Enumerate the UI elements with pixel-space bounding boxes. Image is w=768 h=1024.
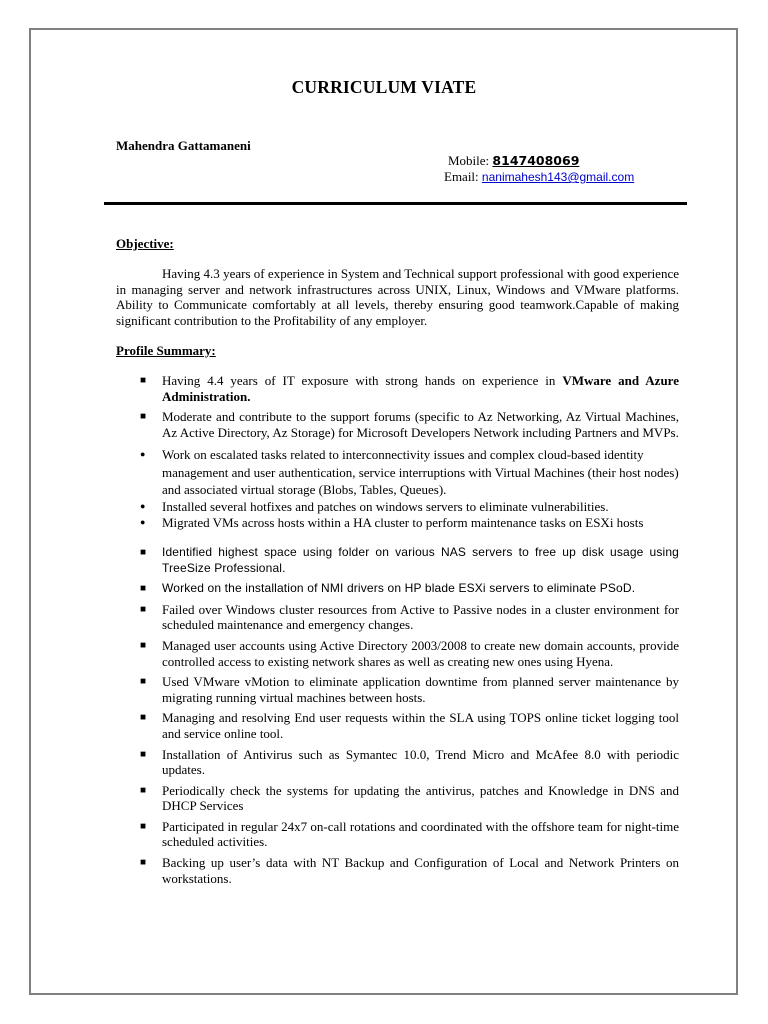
square-bullet-icon: ■: [140, 712, 147, 724]
mobile-line: [448, 153, 579, 169]
list-item: ■ Participated in regular 24x7 on-call rotations and coordinated with the offshore team for night-time scheduled activities.: [140, 818, 679, 850]
list-item: ■ Managed user accounts using Active Directory 2003/2008 to create new domain accounts, provide controlled access to existing network shares as well as creating new ones using Hyena.: [140, 637, 679, 669]
round-bullet-icon: ●: [140, 517, 146, 528]
list-item: ■ Used VMware vMotion to eliminate application downtime from planned server maintenance by migrating running virtual machines between hosts.: [140, 674, 679, 705]
square-bullet-icon: ■: [140, 583, 147, 595]
square-bullet-icon: ■: [140, 784, 147, 796]
round-bullet-icon: ●: [140, 500, 146, 511]
email-label: Email:: [444, 169, 482, 184]
square-bullet-icon: ■: [140, 639, 147, 651]
mobile-label: Mobile:: [448, 153, 493, 168]
list-item: ■ Failed over Windows cluster resources from Active to Passive nodes in a cluster environment for scheduled maintenance and emergency changes.: [140, 601, 679, 633]
candidate-name: Mahendra Gattamaneni: [116, 138, 251, 153]
list-item: ■ Moderate and contribute to the support forums (specific to Az Networking, Az Virtual Machines, Az Active Directory, Az Storage) for Microsoft Developers Network including Partners and MVPs.: [140, 409, 679, 440]
objective-text: Having 4.3 years of experience in System and Technical support professional with good experience in managing server and network infrastructures across UNIX, Linux, Windows and VMware platforms. Ability to Communicate comfortably at all levels, thereby ensuring good teamwork.Capable of making significant contribution to the Profitability of any employer.: [116, 266, 679, 328]
square-bullet-icon: ■: [140, 411, 147, 423]
list-item: ■ Managing and resolving End user requests within the SLA using TOPS online ticket logging tool and service online tool.: [140, 710, 679, 741]
mobile-number: 8147408069: [492, 153, 580, 168]
list-item: ■ Identified highest space using folder on various NAS servers to free up disk usage using TreeSize Professional.: [140, 544, 679, 575]
square-bullet-icon: ■: [140, 676, 147, 688]
square-bullet-icon: ■: [140, 857, 147, 869]
objective-heading: Objective:: [116, 236, 174, 251]
list-item: ● Installed several hotfixes and patches on windows servers to eliminate vulnerabilities.: [140, 498, 609, 514]
square-bullet-icon: ■: [140, 748, 147, 760]
list-item: ● Work on escalated tasks related to interconnectivity issues and complex cloud-based identity management and user authentication, service interruptions with Virtual Machines (their host nodes) and associated virtual storage (Blobs, Tables, Queues).: [140, 447, 679, 498]
email-line: [444, 169, 634, 185]
list-item: ■ Installation of Antivirus such as Symantec 10.0, Trend Micro and McAfee 8.0 with periodic updates.: [140, 746, 679, 778]
list-item: ● Migrated VMs across hosts within a HA cluster to perform maintenance tasks on ESXi hosts: [140, 515, 644, 531]
profile-summary-heading: Profile Summary:: [116, 343, 216, 358]
email-link[interactable]: nanimahesh143@gmail.com: [481, 170, 635, 184]
square-bullet-icon: ■: [140, 375, 147, 386]
square-bullet-icon: ■: [140, 546, 147, 558]
document-title: CURRICULUM VIATE: [291, 77, 477, 97]
header-divider: [104, 202, 687, 205]
list-item: ■ Periodically check the systems for updating the antivirus, patches and Knowledge in DNS and DHCP Services: [140, 782, 679, 814]
list-item: ■ Backing up user’s data with NT Backup and Configuration of Local and Network Printers on workstations.: [140, 855, 679, 886]
list-item: ■ Having 4.4 years of IT exposure with strong hands on experience in VMware and Azure Administration.: [140, 373, 679, 404]
round-bullet-icon: ●: [140, 449, 146, 460]
list-item: ■ Worked on the installation of NMI drivers on HP blade ESXi servers to eliminate PSoD.: [140, 581, 636, 596]
profile-summary-list: [116, 373, 679, 886]
square-bullet-icon: ■: [140, 820, 147, 832]
square-bullet-icon: ■: [140, 603, 147, 615]
